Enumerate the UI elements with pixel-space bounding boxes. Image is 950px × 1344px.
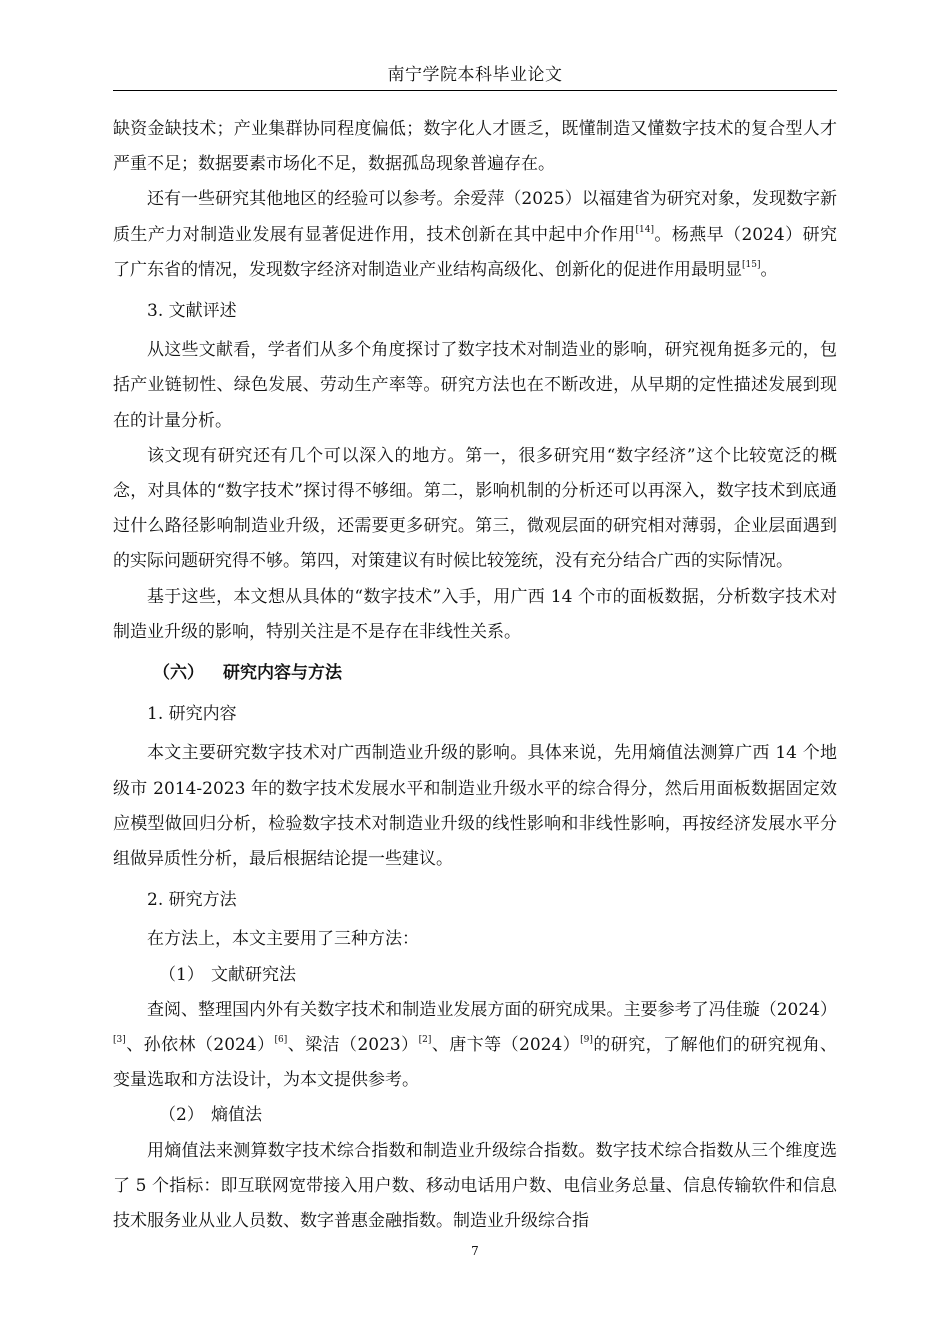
paragraph-text: 。 — [760, 259, 778, 280]
paragraph: 从这些文献看，学者们从多个角度探讨了数字技术对制造业的影响，研究视角挺多元的，包括产业链韧性、绿色发展、劳动生产率等。研究方法也在不断改进，从早期的定性描述发展到现在的计量分析。 — [113, 340, 837, 431]
citation-ref: [15] — [742, 259, 761, 270]
document-body — [113, 112, 837, 1239]
subsection-heading-entropy-method — [113, 1098, 837, 1133]
section-title: 研究内容与方法 — [223, 663, 342, 684]
section-heading-research-content-method — [113, 656, 837, 691]
page-footer — [0, 1244, 950, 1258]
paragraph: 在方法上，本文主要用了三种方法： — [147, 929, 419, 950]
header-title: 南宁学院本科毕业论文 — [387, 65, 563, 85]
paragraph: 缺资金缺技术；产业集群协同程度偏低；数字化人才匮乏，既懂制造又懂数字技术的复合型人才严重不足；数据要素市场化不足，数据孤岛现象普遍存在。 — [113, 119, 837, 175]
paragraph: 本文主要研究数字技术对广西制造业升级的影响。具体来说，先用熵值法测算广西 14 个地级市 2014-2023 年的数字技术发展水平和制造业升级水平的综合得分，然后用面板数据固定效应模型做回归分析，检验数字技术对制造业升级的线性影响和非线性影响，再按经济发展水平分组做异质性分析，最后根据结论提一些建议。 — [113, 743, 837, 870]
section-heading-research-method: 2. 研究方法 — [147, 890, 237, 911]
paragraph-text: 的研究，了解他们的研究视角、变量选取和方法设计，为本文提供参考。 — [113, 1035, 838, 1091]
subsection-number: （1） — [159, 964, 204, 985]
citation-ref: [2] — [418, 1035, 432, 1046]
subsection-title: 熵值法 — [211, 1105, 262, 1126]
citation-ref: [6] — [274, 1035, 288, 1046]
section-heading-literature-review: 3. 文献评述 — [147, 301, 237, 322]
subsection-heading-literature-method — [113, 958, 837, 993]
paragraph-text: 、梁洁（2023） — [287, 1035, 419, 1056]
paragraph-text: 查阅、整理国内外有关数字技术和制造业发展方面的研究成果。主要参考了冯佳璇（2024） — [147, 999, 837, 1020]
paragraph — [113, 182, 837, 288]
citation-ref: [3] — [113, 1035, 126, 1046]
section-heading-research-content: 1. 研究内容 — [147, 704, 237, 725]
page-header — [113, 60, 837, 91]
citation-ref: [9] — [580, 1035, 593, 1046]
subsection-title: 文献研究法 — [211, 964, 296, 985]
paragraph-text: 、唐卞等（2024） — [431, 1035, 581, 1056]
paragraph-text: 。杨燕早（2024）研究了广东省的情况，发现数字经济对制造业产业结构高级化、创新化的促进作用最明显 — [113, 224, 837, 280]
page-number: 7 — [471, 1244, 479, 1258]
paragraph-text: 还有一些研究其他地区的经验可以参考。余爱萍（2025）以福建省为研究对象，发现数字新质生产力对制造业发展有显著促进作用，技术创新在其中起中介作用 — [113, 189, 837, 245]
paragraph: 用熵值法来测算数字技术综合指数和制造业升级综合指数。数字技术综合指数从三个维度选了 5 个指标：即互联网宽带接入用户数、移动电话用户数、电信业务总量、信息传输软件和信息技术服务业从业人员数、数字普惠金融指数。制造业升级综合指 — [113, 1140, 837, 1232]
paragraph: 该文现有研究还有几个可以深入的地方。第一，很多研究用“数字经济”这个比较宽泛的概念，对具体的“数字技术”探讨得不够细。第二，影响机制的分析还可以再深入，数字技术到底通过什么路径影响制造业升级，还需要更多研究。第三，微观层面的研究相对薄弱，企业层面遇到的实际问题研究得不够。第四，对策建议有时候比较笼统，没有充分结合广西的实际情况。 — [113, 445, 837, 572]
subsection-number: （2） — [159, 1105, 204, 1126]
citation-ref: [14] — [635, 224, 654, 235]
paragraph-text: 、孙依林（2024） — [125, 1035, 275, 1056]
paragraph — [113, 993, 837, 1099]
paragraph: 基于这些，本文想从具体的“数字技术”入手，用广西 14 个市的面板数据，分析数字技术对制造业升级的影响，特别关注是不是存在非线性关系。 — [113, 586, 837, 642]
section-number: （六） — [153, 663, 204, 684]
